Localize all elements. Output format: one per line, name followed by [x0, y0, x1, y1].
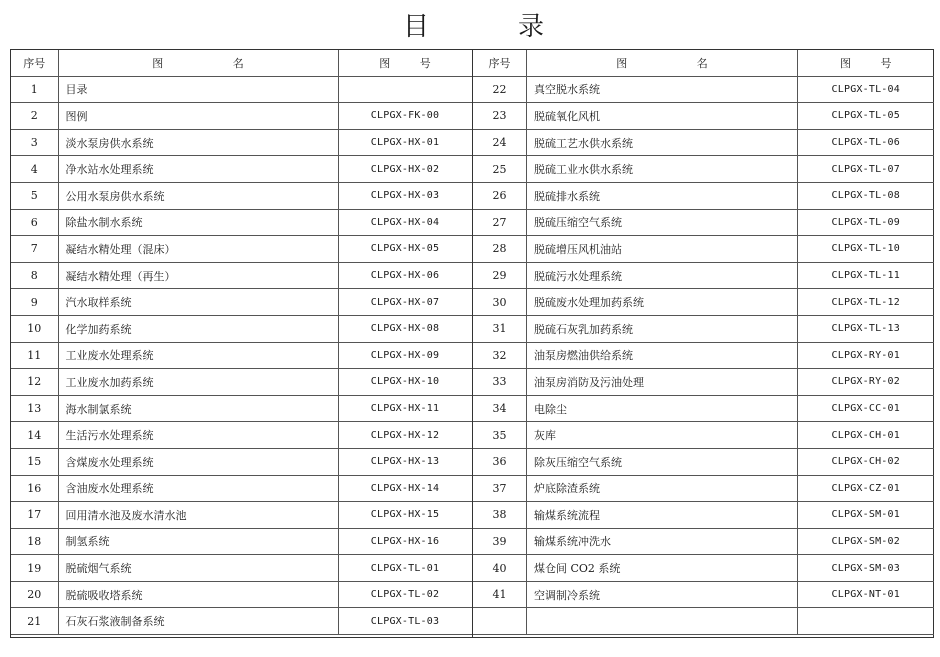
drawing-name: 凝结水精处理（再生） — [58, 262, 338, 289]
row-number: 3 — [11, 129, 58, 156]
table-row — [473, 156, 934, 183]
drawing-code: CLPGX-HX-14 — [338, 475, 472, 502]
drawing-code: CLPGX-TL-02 — [338, 581, 472, 608]
drawing-name: 空调制冷系统 — [527, 581, 798, 608]
drawing-name: 脱硫废水处理加药系统 — [527, 289, 798, 316]
row-number: 2 — [11, 103, 58, 130]
drawing-name: 图例 — [58, 103, 338, 130]
row-number: 8 — [11, 262, 58, 289]
table-row — [473, 342, 934, 369]
row-number: 16 — [11, 475, 58, 502]
header-code — [798, 50, 934, 76]
center-divider — [472, 50, 473, 637]
table-row — [473, 475, 934, 502]
drawing-name: 凝结水精处理（混床） — [58, 236, 338, 263]
row-number: 25 — [473, 156, 527, 183]
row-number: 31 — [473, 315, 527, 342]
drawing-name: 工业废水处理系统 — [58, 342, 338, 369]
table-row — [473, 262, 934, 289]
drawing-name: 汽水取样系统 — [58, 289, 338, 316]
row-number: 14 — [11, 422, 58, 449]
row-number: 13 — [11, 395, 58, 422]
table-row — [11, 369, 472, 396]
header-name-b: 名 — [696, 56, 708, 70]
row-number: 36 — [473, 448, 527, 475]
table-row — [473, 608, 934, 635]
contents-table-right — [472, 50, 934, 635]
row-number: 30 — [473, 289, 527, 316]
drawing-code: CLPGX-CC-01 — [798, 395, 934, 422]
table-row — [473, 209, 934, 236]
row-number: 20 — [11, 581, 58, 608]
row-number: 6 — [11, 209, 58, 236]
drawing-name: 含煤废水处理系统 — [58, 448, 338, 475]
drawing-code: CLPGX-HX-05 — [338, 236, 472, 263]
drawing-code: CLPGX-SM-03 — [798, 555, 934, 582]
table-row — [11, 262, 472, 289]
row-number: 37 — [473, 475, 527, 502]
drawing-code: CLPGX-CH-02 — [798, 448, 934, 475]
drawing-code: CLPGX-RY-02 — [798, 369, 934, 396]
header-seq: 序号 — [11, 50, 58, 76]
header-code-a: 图 — [379, 56, 391, 70]
row-number: 15 — [11, 448, 58, 475]
row-number: 4 — [11, 156, 58, 183]
drawing-code: CLPGX-CZ-01 — [798, 475, 934, 502]
header-name-a: 图 — [152, 56, 164, 70]
drawing-code — [798, 608, 934, 635]
row-number: 18 — [11, 528, 58, 555]
drawing-code: CLPGX-TL-07 — [798, 156, 934, 183]
drawing-code: CLPGX-HX-13 — [338, 448, 472, 475]
drawing-code: CLPGX-HX-01 — [338, 129, 472, 156]
table-row — [11, 76, 472, 103]
row-number: 27 — [473, 209, 527, 236]
drawing-code: CLPGX-TL-11 — [798, 262, 934, 289]
header-name — [527, 50, 798, 76]
table-row — [11, 236, 472, 263]
drawing-code: CLPGX-HX-07 — [338, 289, 472, 316]
drawing-name: 脱硫工业水供水系统 — [527, 156, 798, 183]
drawing-code: CLPGX-HX-10 — [338, 369, 472, 396]
contents-table-left — [11, 50, 473, 635]
drawing-name: 油泵房消防及污油处理 — [527, 369, 798, 396]
drawing-name: 脱硫工艺水供水系统 — [527, 129, 798, 156]
table-row — [11, 342, 472, 369]
drawing-name: 工业废水加药系统 — [58, 369, 338, 396]
drawing-code: CLPGX-HX-03 — [338, 182, 472, 209]
drawing-code: CLPGX-TL-04 — [798, 76, 934, 103]
contents-table-frame — [10, 49, 934, 638]
table-row — [473, 528, 934, 555]
header-name-a: 图 — [616, 56, 628, 70]
drawing-name: 脱硫污水处理系统 — [527, 262, 798, 289]
table-header-row — [11, 50, 472, 76]
table-row — [11, 395, 472, 422]
drawing-name: 淡水泵房供水系统 — [58, 129, 338, 156]
drawing-code: CLPGX-HX-16 — [338, 528, 472, 555]
drawing-name: 脱硫氧化风机 — [527, 103, 798, 130]
table-row — [473, 581, 934, 608]
drawing-code: CLPGX-TL-03 — [338, 608, 472, 635]
table-row — [473, 422, 934, 449]
row-number: 23 — [473, 103, 527, 130]
drawing-name: 灰库 — [527, 422, 798, 449]
header-name-b: 名 — [232, 56, 244, 70]
drawing-name: 公用水泵房供水系统 — [58, 182, 338, 209]
drawing-code: CLPGX-TL-05 — [798, 103, 934, 130]
drawing-name: 输煤系统流程 — [527, 502, 798, 529]
drawing-code: CLPGX-TL-13 — [798, 315, 934, 342]
drawing-name: 生活污水处理系统 — [58, 422, 338, 449]
row-number: 10 — [11, 315, 58, 342]
drawing-code: CLPGX-TL-12 — [798, 289, 934, 316]
table-row — [473, 76, 934, 103]
row-number: 22 — [473, 76, 527, 103]
drawing-name: 输煤系统冲洗水 — [527, 528, 798, 555]
row-number: 1 — [11, 76, 58, 103]
table-row — [473, 395, 934, 422]
row-number — [473, 608, 527, 635]
drawing-name: 制氢系统 — [58, 528, 338, 555]
row-number: 26 — [473, 182, 527, 209]
drawing-code: CLPGX-HX-12 — [338, 422, 472, 449]
row-number: 32 — [473, 342, 527, 369]
drawing-name: 除盐水制水系统 — [58, 209, 338, 236]
drawing-code: CLPGX-HX-02 — [338, 156, 472, 183]
table-row — [473, 502, 934, 529]
row-number: 35 — [473, 422, 527, 449]
row-number: 38 — [473, 502, 527, 529]
drawing-name: 目录 — [58, 76, 338, 103]
table-row — [11, 315, 472, 342]
row-number: 17 — [11, 502, 58, 529]
table-row — [11, 608, 472, 635]
row-number: 39 — [473, 528, 527, 555]
table-row — [11, 182, 472, 209]
table-row — [473, 555, 934, 582]
drawing-name: 石灰石浆液制备系统 — [58, 608, 338, 635]
drawing-name: 脱硫石灰乳加药系统 — [527, 315, 798, 342]
header-code-b: 号 — [419, 56, 431, 70]
drawing-code: CLPGX-HX-04 — [338, 209, 472, 236]
table-row — [11, 103, 472, 130]
table-row — [11, 289, 472, 316]
drawing-code: CLPGX-HX-11 — [338, 395, 472, 422]
drawing-name: 脱硫烟气系统 — [58, 555, 338, 582]
drawing-code: CLPGX-SM-02 — [798, 528, 934, 555]
header-code-b: 号 — [880, 56, 892, 70]
row-number: 9 — [11, 289, 58, 316]
row-number: 29 — [473, 262, 527, 289]
row-number: 40 — [473, 555, 527, 582]
table-row — [11, 528, 472, 555]
row-number: 5 — [11, 182, 58, 209]
drawing-code: CLPGX-SM-01 — [798, 502, 934, 529]
table-row — [473, 315, 934, 342]
row-number: 34 — [473, 395, 527, 422]
title-part-1: 目 — [403, 12, 430, 42]
drawing-name: 脱硫吸收塔系统 — [58, 581, 338, 608]
table-row — [11, 422, 472, 449]
row-number: 24 — [473, 129, 527, 156]
drawing-code: CLPGX-HX-09 — [338, 342, 472, 369]
page-title — [0, 10, 940, 44]
drawing-code: CLPGX-HX-15 — [338, 502, 472, 529]
drawing-name: 真空脱水系统 — [527, 76, 798, 103]
drawing-code: CLPGX-TL-01 — [338, 555, 472, 582]
row-number: 21 — [11, 608, 58, 635]
drawing-name: 回用清水池及废水清水池 — [58, 502, 338, 529]
title-part-2: 录 — [518, 12, 545, 42]
drawing-name — [527, 608, 798, 635]
drawing-code: CLPGX-HX-08 — [338, 315, 472, 342]
table-row — [473, 103, 934, 130]
drawing-code — [338, 76, 472, 103]
table-row — [473, 448, 934, 475]
drawing-name: 电除尘 — [527, 395, 798, 422]
table-row — [473, 129, 934, 156]
drawing-name: 化学加药系统 — [58, 315, 338, 342]
row-number: 41 — [473, 581, 527, 608]
drawing-code: CLPGX-NT-01 — [798, 581, 934, 608]
row-number: 12 — [11, 369, 58, 396]
table-row — [11, 502, 472, 529]
drawing-name: 净水站水处理系统 — [58, 156, 338, 183]
drawing-name: 含油废水处理系统 — [58, 475, 338, 502]
drawing-code: CLPGX-HX-06 — [338, 262, 472, 289]
drawing-name: 炉底除渣系统 — [527, 475, 798, 502]
drawing-code: CLPGX-TL-06 — [798, 129, 934, 156]
drawing-name: 油泵房燃油供给系统 — [527, 342, 798, 369]
drawing-code: CLPGX-CH-01 — [798, 422, 934, 449]
drawing-code: CLPGX-TL-10 — [798, 236, 934, 263]
drawing-code: CLPGX-FK-00 — [338, 103, 472, 130]
row-number: 28 — [473, 236, 527, 263]
drawing-name: 煤仓间 CO2 系统 — [527, 555, 798, 582]
header-code — [338, 50, 472, 76]
drawing-code: CLPGX-RY-01 — [798, 342, 934, 369]
row-number: 7 — [11, 236, 58, 263]
drawing-name: 除灰压缩空气系统 — [527, 448, 798, 475]
table-row — [11, 581, 472, 608]
table-row — [11, 156, 472, 183]
table-row — [11, 129, 472, 156]
header-name — [58, 50, 338, 76]
row-number: 11 — [11, 342, 58, 369]
drawing-name: 海水制氯系统 — [58, 395, 338, 422]
table-row — [11, 555, 472, 582]
table-row — [11, 475, 472, 502]
table-row — [11, 448, 472, 475]
drawing-name: 脱硫压缩空气系统 — [527, 209, 798, 236]
drawing-code: CLPGX-TL-09 — [798, 209, 934, 236]
header-seq: 序号 — [473, 50, 527, 76]
row-number: 33 — [473, 369, 527, 396]
table-row — [473, 289, 934, 316]
drawing-name: 脱硫排水系统 — [527, 182, 798, 209]
table-row — [473, 182, 934, 209]
header-code-a: 图 — [840, 56, 851, 70]
table-row — [473, 369, 934, 396]
drawing-name: 脱硫增压风机油站 — [527, 236, 798, 263]
table-header-row — [473, 50, 934, 76]
table-row — [11, 209, 472, 236]
drawing-code: CLPGX-TL-08 — [798, 182, 934, 209]
row-number: 19 — [11, 555, 58, 582]
table-row — [473, 236, 934, 263]
